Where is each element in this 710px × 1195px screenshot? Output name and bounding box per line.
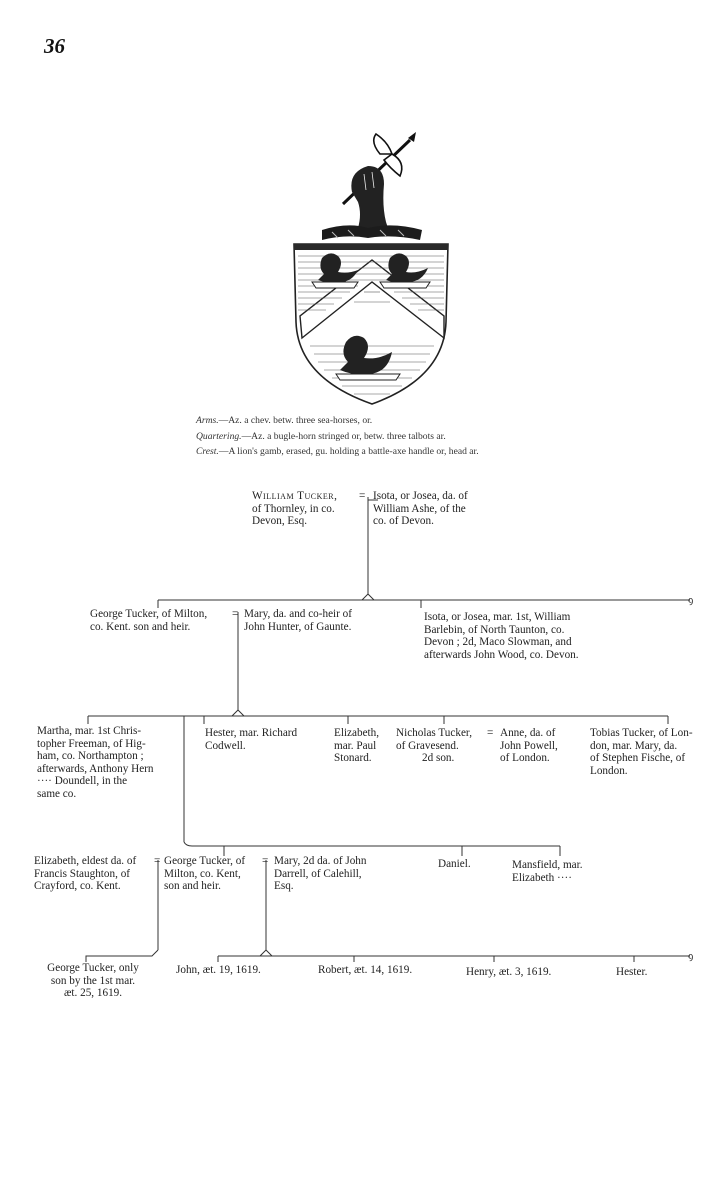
- tobias-line4: London.: [590, 764, 628, 777]
- martha-line3: ham, co. Northampton ;: [37, 750, 144, 763]
- isota-josea-line3: Devon ; 2d, Maco Slowman, and: [424, 636, 572, 649]
- blazon-crest-text: —A lion's gamb, erased, gu. holding a battle-axe handle or, head ar.: [218, 446, 479, 457]
- isota-josea-line4: afterwards John Wood, co. Devon.: [424, 648, 579, 661]
- blazon-arms-text: —Az. a chev. betw. three sea-horses, or.: [218, 415, 373, 426]
- elizabeth-stonard-line2: mar. Paul: [334, 739, 377, 752]
- blazon-quartering-text: —Az. a bugle-horn stringed or, betw. three talbots ar.: [241, 431, 446, 442]
- anne-line2: John Powell,: [500, 739, 558, 752]
- george-only-son-line3: æt. 25, 1619.: [63, 987, 123, 1000]
- gen4-daniel: Daniel.: [438, 858, 471, 870]
- martha-line6: same co.: [37, 787, 77, 800]
- gen3-martha: [37, 725, 167, 801]
- gen1-william-tucker: [252, 490, 337, 528]
- gen5-john: John, æt. 19, 1619.: [176, 964, 261, 976]
- elizabeth-staughton-line1: Elizabeth, eldest da. of: [34, 855, 137, 867]
- gen5-henry: Henry, æt. 3, 1619.: [466, 966, 552, 978]
- mary-darrell-line1: Mary, 2d da. of John: [274, 855, 367, 867]
- hester-line2: Codwell.: [205, 739, 246, 752]
- isota-line2: William Ashe, of the: [373, 502, 466, 515]
- william-tucker-name: William Tucker,: [252, 490, 338, 502]
- gen3-marriage-mark: =: [487, 727, 494, 739]
- george-milton-line1: George Tucker, of Milton,: [90, 608, 208, 620]
- mansfield-line1: Mansfield, mar.: [512, 859, 583, 871]
- william-tucker-line3: Devon, Esq.: [252, 515, 307, 528]
- george-heir-line1: George Tucker, of: [164, 855, 246, 867]
- george-heir-line2: Milton, co. Kent,: [164, 867, 241, 880]
- nicholas-line1: Nicholas Tucker,: [396, 727, 472, 739]
- isota-line3: co. of Devon.: [373, 515, 434, 528]
- gen3-tobias-tucker: [590, 727, 706, 777]
- nicholas-line3: 2d son.: [422, 752, 455, 765]
- mary-hunter-line2: John Hunter, of Gaunte.: [244, 620, 352, 633]
- mary-hunter-line1: Mary, da. and co-heir of: [244, 608, 352, 620]
- gen4-elizabeth-staughton: [34, 855, 136, 893]
- gen1-isota: [373, 490, 468, 528]
- gen2-mary-hunter: [244, 608, 352, 633]
- gen5-robert: Robert, æt. 14, 1619.: [318, 964, 413, 976]
- blazon-crest-label: Crest.: [196, 446, 219, 457]
- tobias-line1: Tobias Tucker, of Lon-: [590, 727, 693, 739]
- nicholas-line2: of Gravesend.: [396, 739, 459, 752]
- mary-darrell-line2: Darrell, of Calehill,: [274, 867, 362, 880]
- gen5-hester: Hester.: [616, 966, 648, 978]
- blazon-arms-label: Arms.: [196, 415, 219, 426]
- gen2-marriage-mark: =: [232, 608, 239, 620]
- anne-line3: of London.: [500, 752, 550, 765]
- gen3-hester: [205, 727, 297, 752]
- gen3-nicholas-tucker: [396, 727, 472, 765]
- gen3-elizabeth: [334, 727, 379, 765]
- george-heir-line3: son and heir.: [164, 880, 221, 893]
- hester-line1: Hester, mar. Richard: [205, 727, 298, 739]
- overflow-mark-gen5: ꝯ: [688, 951, 694, 961]
- elizabeth-stonard-line3: Stonard.: [334, 752, 372, 765]
- gen4-marriage-mark-1: =: [154, 855, 161, 867]
- mansfield-line2: Elizabeth ····: [512, 871, 572, 884]
- gen4-mary-darrell: [274, 855, 367, 893]
- elizabeth-staughton-line3: Crayford, co. Kent.: [34, 880, 121, 893]
- elizabeth-staughton-line2: Francis Staughton, of: [34, 867, 131, 880]
- gen4-marriage-mark-2: =: [262, 855, 269, 867]
- overflow-mark-gen2: ꝯ: [688, 595, 694, 605]
- george-milton-line2: co. Kent. son and heir.: [90, 620, 191, 633]
- isota-josea-line2: Barlebin, of North Taunton, co.: [424, 623, 565, 636]
- william-tucker-line2: of Thornley, in co.: [252, 502, 335, 515]
- isota-josea-line1: Isota, or Josea, mar. 1st, William: [424, 611, 571, 623]
- george-only-son-line1: George Tucker, only: [47, 962, 139, 974]
- tobias-line2: don, mar. Mary, da.: [590, 739, 678, 752]
- isota-line1: Isota, or Josea, da. of: [373, 490, 468, 502]
- martha-line5: ···· Doundell, in the: [37, 775, 128, 788]
- gen2-isota-josea: [424, 611, 579, 661]
- gen4-mansfield: [512, 859, 583, 884]
- george-only-son-line2: son by the 1st mar.: [50, 974, 136, 987]
- mary-darrell-line3: Esq.: [274, 880, 294, 893]
- tobias-line3: of Stephen Fische, of: [590, 752, 686, 765]
- page-number: 36: [44, 34, 65, 58]
- martha-line4: afterwards, Anthony Hern: [37, 762, 154, 775]
- gen5-george-tucker: [30, 962, 156, 1000]
- gen1-marriage-mark: =: [359, 490, 366, 502]
- gen4-george-tucker: [164, 855, 245, 893]
- gen2-george-tucker: [90, 608, 207, 633]
- martha-line2: topher Freeman, of Hig-: [37, 737, 146, 750]
- martha-line1: Martha, mar. 1st Chris-: [37, 725, 142, 737]
- anne-line1: Anne, da. of: [500, 727, 556, 739]
- blazon-quartering-label: Quartering.: [196, 431, 242, 442]
- gen3-anne-powell: [500, 727, 558, 765]
- elizabeth-stonard-line1: Elizabeth,: [334, 727, 380, 739]
